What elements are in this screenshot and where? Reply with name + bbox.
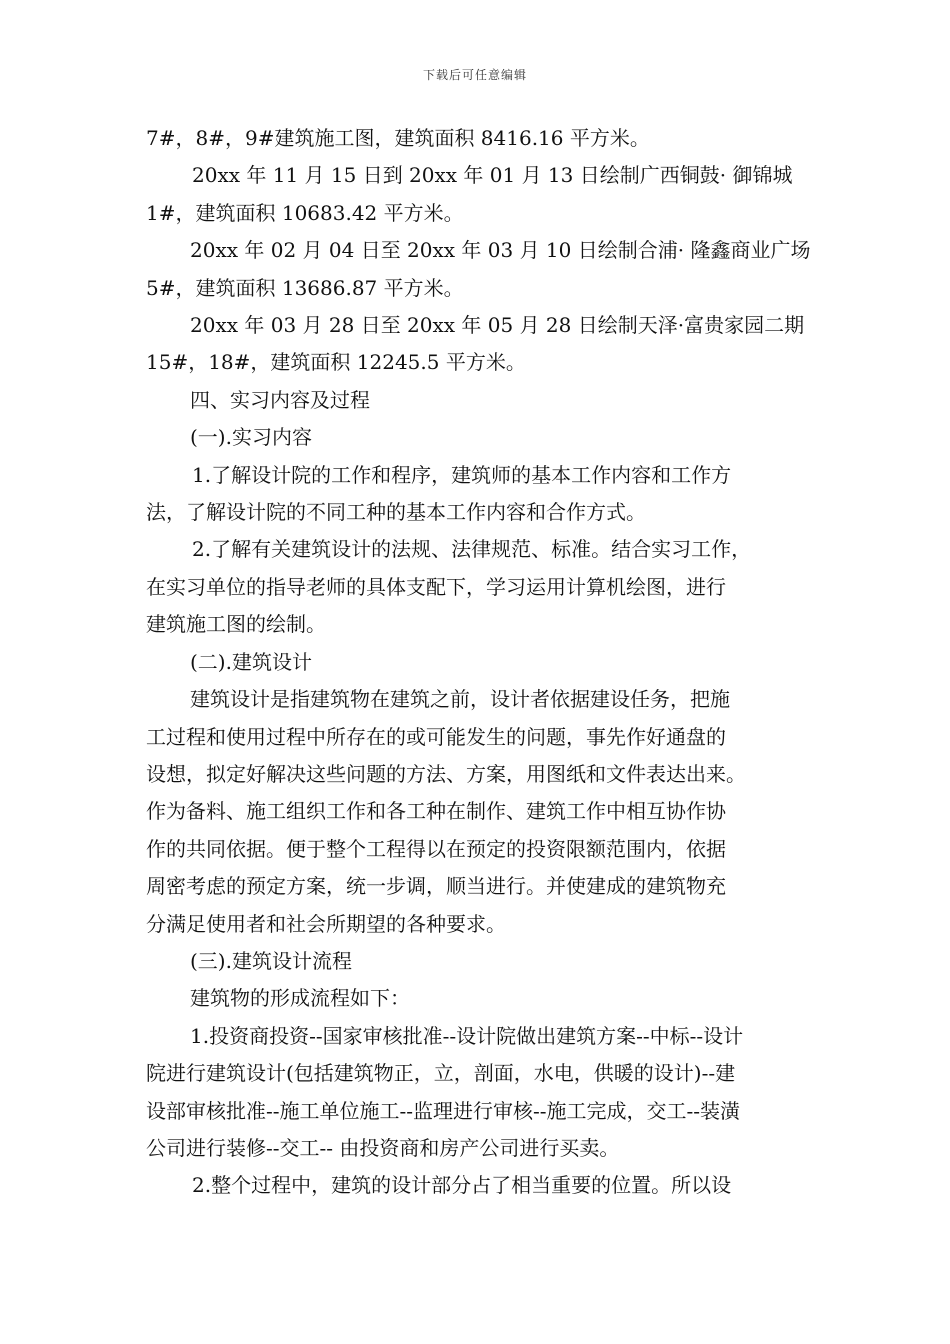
text-line: 分满足使用者和社会所期望的各种要求。 (146, 911, 506, 936)
text-line: 设部审核批准--施工单位施工--监理进行审核--施工完成，交工--装潢 (146, 1098, 741, 1123)
text-line: 20xx 年 11 月 15 日到 20xx 年 01 月 13 日绘制广西铜鼓· 御锦城 (192, 163, 793, 188)
section-heading: 四、实习内容及过程 (190, 387, 370, 412)
text-line: 设想，拟定好解决这些问题的方法、方案，用图纸和文件表达出来。 (146, 761, 746, 786)
text-line: 工过程和使用过程中所存在的或可能发生的问题，事先作好通盘的 (146, 724, 726, 749)
text-line: 在实习单位的指导老师的具体支配下，学习运用计算机绘图，进行 (146, 574, 726, 599)
text-line: 作为备料、施工组织工作和各工种在制作、建筑工作中相互协作协 (146, 799, 726, 824)
subsection-heading: (二).建筑设计 (190, 649, 312, 674)
subsection-heading: (一).实习内容 (190, 425, 312, 450)
text-line: 2.整个过程中，建筑的设计部分占了相当重要的位置。所以设 (192, 1173, 732, 1198)
document-body (146, 120, 811, 1205)
text-line: 建筑设计是指建筑物在建筑之前，设计者依据建设任务，把施 (190, 687, 730, 712)
page-header: 下载后可任意编辑 (422, 68, 527, 82)
text-line: 7#，8#，9#建筑施工图，建筑面积 8416.16 平方米。 (146, 126, 650, 150)
subsection-heading: (三).建筑设计流程 (190, 948, 352, 973)
text-line: 20xx 年 03 月 28 日至 20xx 年 05 月 28 日绘制天泽·富贵家园二期 (190, 313, 805, 338)
text-line: 周密考虑的预定方案，统一步调，顺当进行。并使建成的建筑物充 (146, 874, 726, 899)
text-line: 作的共同依据。便于整个工程得以在预定的投资限额范围内，依据 (146, 836, 726, 861)
text-line: 建筑物的形成流程如下： (190, 986, 410, 1011)
text-line: 15#，18#，建筑面积 12245.5 平方米。 (146, 350, 526, 375)
text-line: 1#，建筑面积 10683.42 平方米。 (146, 200, 464, 225)
text-line: 公司进行装修--交工-- 由投资商和房产公司进行买卖。 (146, 1135, 620, 1160)
text-line: 1.投资商投资--国家审核批准--设计院做出建筑方案--中标--设计 (190, 1023, 744, 1048)
text-line: 2.了解有关建筑设计的法规、法律规范、标准。结合实习工作， (192, 537, 752, 562)
text-line: 院进行建筑设计(包括建筑物正，立，剖面，水电，供暖的设计)--建 (146, 1061, 736, 1086)
text-line: 20xx 年 02 月 04 日至 20xx 年 03 月 10 日绘制合浦· 隆鑫商业广场 (190, 238, 811, 263)
text-line: 5#，建筑面积 13686.87 平方米。 (146, 275, 464, 300)
text-line: 1.了解设计院的工作和程序，建筑师的基本工作内容和工作方 (192, 462, 732, 487)
text-line: 建筑施工图的绘制。 (146, 612, 326, 637)
text-line: 法，了解设计院的不同工种的基本工作内容和合作方式。 (146, 500, 646, 525)
